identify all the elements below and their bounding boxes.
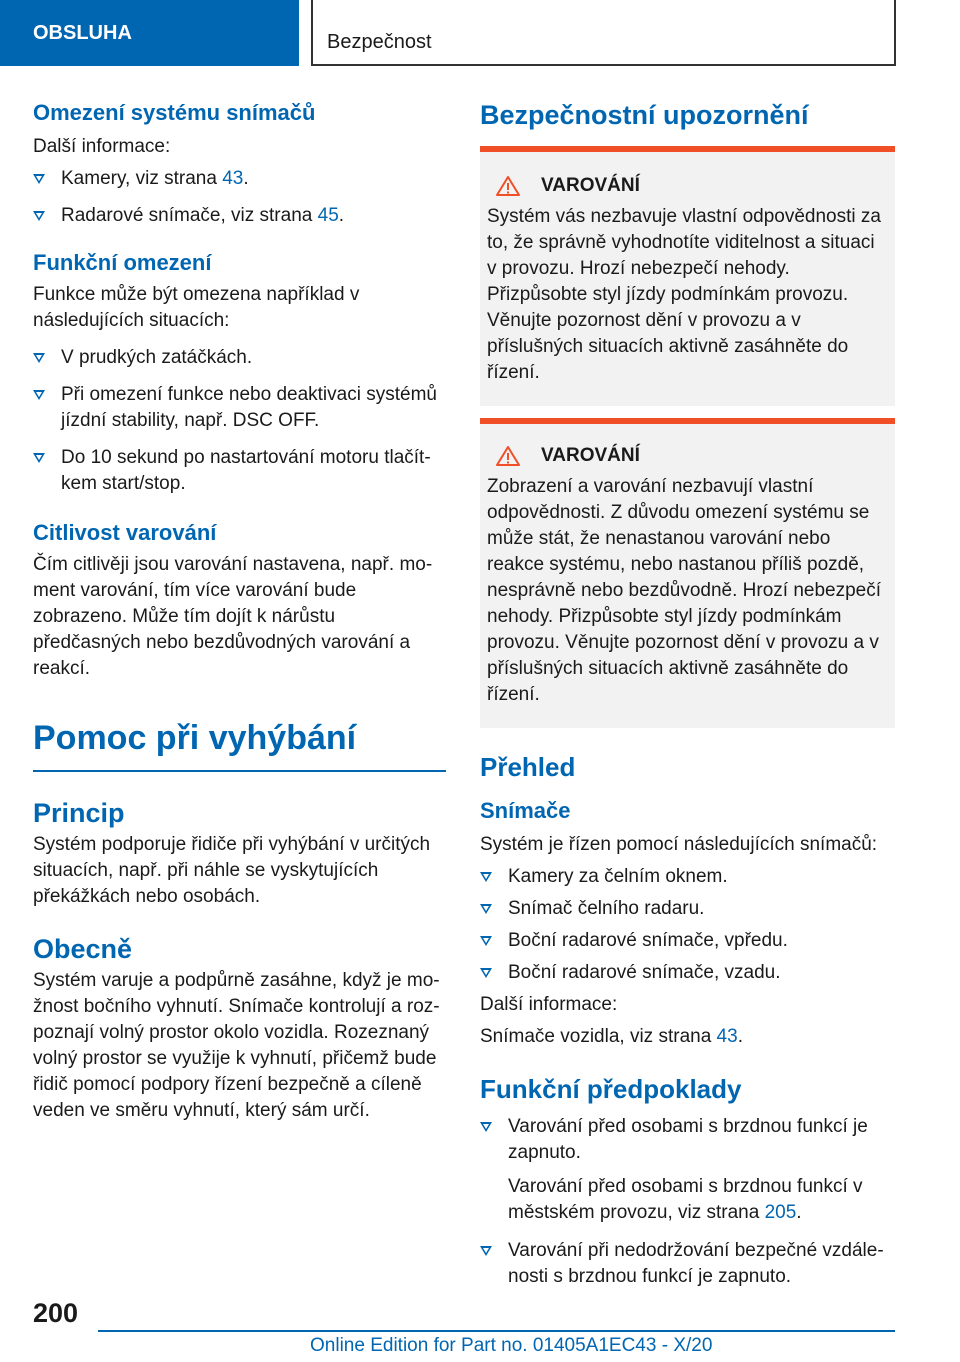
list-item: V prudkých zatáčkách.: [33, 345, 446, 371]
paragraph-sensor-ref: Snímače vozidla, viz strana 43.: [480, 1026, 743, 1047]
warning-title: VAROVÁNÍ: [487, 174, 887, 198]
triangle-bullet-icon: [33, 353, 45, 363]
warning-box: [480, 146, 895, 406]
heading-principle: Princip: [33, 798, 125, 828]
list-item: Do 10 sekund po nastartování motoru tlačítkem start/stop.: [33, 445, 446, 497]
heading-warning-sensitivity: Citlivost varování: [33, 520, 217, 545]
warning-triangle-icon: [495, 445, 521, 467]
right-column: [480, 98, 895, 1290]
left-column: [33, 98, 446, 1124]
heading-safety-notes: Bezpečnostní upozornění: [480, 100, 809, 130]
triangle-bullet-icon: [33, 211, 45, 221]
triangle-bullet-icon: [480, 1246, 492, 1256]
section-title: Bezpečnost: [311, 0, 896, 66]
paragraph-function-limits: Funkce může být omezena například v následujících situacích:: [33, 284, 360, 331]
paragraph-general: Systém varuje a podpůrně zasáhne, když je možnost bočního vyhnutí. Snímače kontrolují a rozpoznají volný prostor okolo vozidla. Rozeznaný volný prostor se využije k vyhnutí, přičemž bude řidič pomocí podpory řízení bezpečně a cíleně veden ve směru vyhnutí, který sám určí.: [33, 970, 440, 1121]
paragraph-warning-sensitivity: Čím citlivěji jsou varování nastavena, např. moment varování, tím více varování bude zobrazeno. Může tím dojít k nárůstu předčasných nebo bezdůvodných varování a reakcí.: [33, 554, 433, 679]
list-item: Boční radarové snímače, vpředu.: [480, 928, 895, 954]
paragraph-more-info: Další informace:: [480, 994, 618, 1015]
paragraph-sensors: Systém je řízen pomocí následujících snímačů:: [480, 834, 878, 855]
warning-title: VAROVÁNÍ: [487, 444, 887, 468]
bullet-list-prerequisites: [480, 1114, 895, 1290]
triangle-bullet-icon: [480, 904, 492, 914]
page-link[interactable]: 43: [716, 1026, 738, 1047]
warning-text: Systém vás nezbavuje vlastní odpovědnosti za to, že správně vyhodnotíte viditelnost a situaci v provozu. Hrozí nebezpečí nehody. Přizpůsobte styl jízdy podmínkám provozu. Věnujte pozornost dění v provozu a v příslušných situacích aktivně zasáhněte do řízení.: [487, 206, 881, 383]
bullet-list-sensor-refs: [33, 166, 446, 229]
page-link[interactable]: 45: [317, 205, 339, 226]
edition-text: Online Edition for Part no. 01405A1EC43 - X/20: [310, 1335, 713, 1356]
heading-overview: Přehled: [480, 752, 576, 782]
list-item: Snímač čelního radaru.: [480, 896, 895, 922]
heading-general: Obecně: [33, 934, 133, 964]
chapter-tab: OBSLUHA: [0, 0, 299, 66]
chapter-heading: Pomoc při vyhýbání: [33, 719, 357, 757]
list-item: Varování při nedodržování bezpečné vzdálenosti s brzdnou funkcí je zapnuto.: [480, 1238, 895, 1290]
warning-box: [480, 418, 895, 728]
list-item-subtext: Varování před osobami s brzdnou funkcí v městském provozu, viz strana 205.: [508, 1176, 863, 1223]
page-number: 200: [33, 1298, 79, 1328]
list-item: Varování před osobami s brzdnou funkcí je zapnuto. Varování před osobami s brzdnou funkcí v městském provozu, viz strana 205.: [480, 1114, 895, 1226]
bullet-list-sensors: [480, 864, 895, 986]
triangle-bullet-icon: [33, 453, 45, 463]
page-link[interactable]: 205: [764, 1202, 797, 1223]
chapter-divider: [33, 770, 446, 772]
paragraph-more-info: Další informace:: [33, 136, 171, 157]
triangle-bullet-icon: [480, 872, 492, 882]
page-link[interactable]: 43: [222, 168, 244, 189]
list-item: Radarové snímače, viz strana 45.: [33, 203, 446, 229]
list-item: Kamery, viz strana 43.: [33, 166, 446, 192]
triangle-bullet-icon: [480, 1122, 492, 1132]
paragraph-principle: Systém podporuje řidiče při vyhýbání v určitých situacích, např. při náhle se vyskytujících překážkách nebo osobách.: [33, 834, 431, 907]
heading-function-limits: Funkční omezení: [33, 250, 212, 275]
warning-triangle-icon: [495, 175, 521, 197]
heading-prerequisites: Funkční předpoklady: [480, 1074, 742, 1104]
list-item: Kamery za čelním oknem.: [480, 864, 895, 890]
bullet-list-limits: [33, 345, 446, 497]
list-item: Při omezení funkce nebo deaktivaci systémů jízdní stability, např. DSC OFF.: [33, 382, 446, 434]
triangle-bullet-icon: [480, 968, 492, 978]
heading-sensors: Snímače: [480, 798, 571, 823]
triangle-bullet-icon: [480, 936, 492, 946]
heading-sensor-limits: Omezení systému snímačů: [33, 100, 316, 125]
page-header: [0, 0, 960, 66]
footer-divider: [98, 1330, 895, 1332]
triangle-bullet-icon: [33, 390, 45, 400]
triangle-bullet-icon: [33, 174, 45, 184]
warning-text: Zobrazení a varování nezbavují vlastní odpovědnosti. Z důvodu omezení systému se může stát, že nenastanou varování nebo reakce systému, nebo nastanou příliš pozdě, nesprávně nebo bezdůvodně. Hrozí nebezpečí nehody. Přizpůsobte styl jízdy podmínkám provozu. Věnujte pozornost dění v provozu a v příslušných situacích aktivně zasáhněte do řízení.: [487, 476, 881, 705]
list-item: Boční radarové snímače, vzadu.: [480, 960, 895, 986]
